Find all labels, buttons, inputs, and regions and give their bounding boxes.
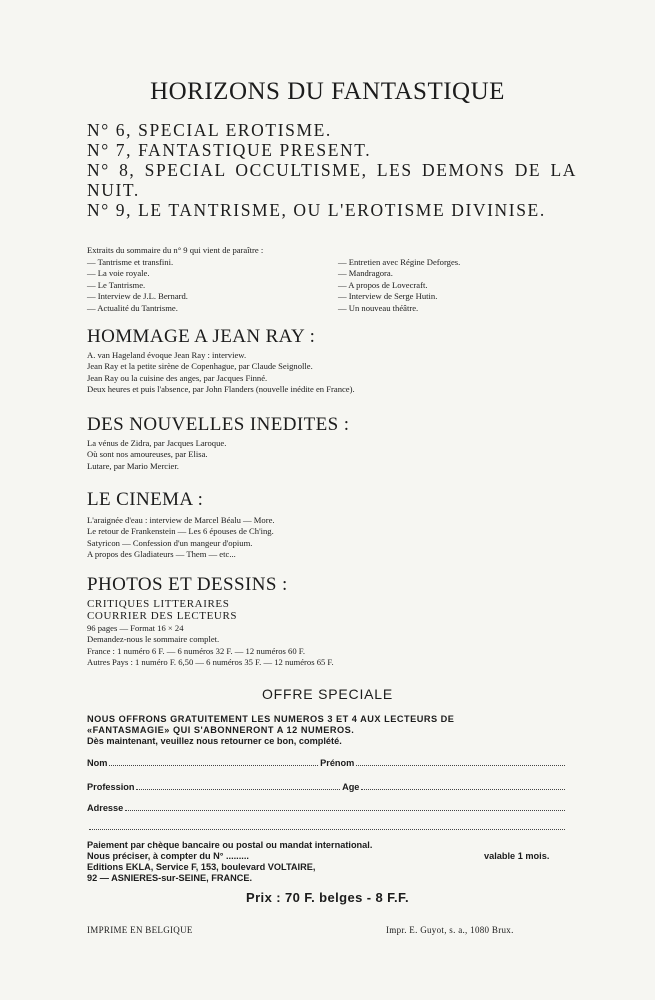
subheading-courrier: COURRIER DES LECTEURS [87, 610, 238, 622]
list-item: — Tantrisme et transfini. [87, 257, 174, 267]
list-item: Où sont nos amoureuses, par Elisa. [87, 449, 208, 460]
payment-line-2: Nous préciser, à compter du N° ......... [87, 851, 249, 861]
nouvelles-list [87, 438, 226, 472]
adresse-label: Adresse [87, 803, 124, 813]
summary-intro: Extraits du sommaire du n° 9 qui vient de paraître : [87, 245, 264, 255]
photos-subheadings [87, 598, 237, 622]
subheading-critiques: CRITIQUES LITTERAIRES [87, 598, 230, 610]
footer-printed-in: IMPRIME EN BELGIQUE [87, 925, 193, 935]
form-row-address-2 [87, 818, 567, 832]
summary-left-list [87, 257, 188, 314]
prenom-label: Prénom [320, 758, 355, 768]
list-item: Jean Ray et la petite sirène de Copenhague, par Claude Seignolle. [87, 361, 313, 372]
list-item: — Interview de J.L. Bernard. [87, 291, 188, 302]
list-item: Deux heures et puis l'absence, par John Flanders (nouvelle inédite en France). [87, 384, 355, 395]
section-heading-cinema: LE CINEMA : [87, 489, 204, 510]
profession-field [136, 789, 340, 790]
list-item: — Le Tantrisme. [87, 279, 146, 290]
issue-7: N° 7, FANTASTIQUE PRESENT. [87, 140, 372, 160]
offer-line-1: NOUS OFFRONS GRATUITEMENT LES NUMEROS 3 ET 4 AUX LECTEURS DE [87, 714, 455, 724]
list-item: — Mandragora. [338, 268, 393, 279]
list-item: Autres Pays : 1 numéro F. 6,50 — 6 numéros 35 F. — 12 numéros 65 F. [87, 657, 334, 668]
offer-line-3: Dès maintenant, veuillez nous retourner ce bon, complété. [87, 736, 342, 746]
list-item: A propos des Gladiateurs — Them — etc... [87, 549, 236, 560]
list-item: — Entretien avec Régine Deforges. [338, 257, 461, 267]
payment-line-3: Editions EKLA, Service F, 153, boulevard VOLTAIRE, [87, 862, 316, 872]
adresse-field-2 [89, 829, 565, 830]
section-heading-photos: PHOTOS ET DESSINS : [87, 574, 288, 595]
list-item: — A propos de Lovecraft. [338, 279, 428, 290]
list-item: 96 pages — Format 16 × 24 [87, 623, 184, 633]
nom-label: Nom [87, 758, 108, 768]
nom-field [109, 765, 318, 766]
section-heading-hommage: HOMMAGE A JEAN RAY : [87, 326, 316, 347]
list-item: Demandez-nous le sommaire complet. [87, 634, 220, 645]
list-item: Satyricon — Confession d'un mangeur d'opium. [87, 537, 253, 548]
cinema-list [87, 515, 275, 561]
form-row-address [87, 799, 567, 813]
adresse-field [125, 810, 565, 811]
list-item: — Un nouveau théâtre. [338, 302, 419, 313]
photos-list [87, 623, 334, 669]
list-item: — La voie royale. [87, 268, 150, 279]
issue-9: N° 9, LE TANTRISME, OU L'EROTISME DIVINISE. [87, 200, 546, 220]
issue-8: N° 8, SPECIAL OCCULTISME, LES DEMONS DE LA NUIT. [87, 160, 577, 200]
list-item: L'araignée d'eau : interview de Marcel Béalu — More. [87, 515, 275, 525]
offer-line-2: «FANTASMAGIE» QUI S'ABONNERONT A 12 NUMEROS. [87, 725, 355, 735]
list-item: Le retour de Frankenstein — Les 6 épouses de Ch'ing. [87, 526, 274, 537]
age-field [361, 789, 565, 790]
section-heading-nouvelles: DES NOUVELLES INEDITES : [87, 414, 350, 435]
prenom-field [356, 765, 565, 766]
list-item: Lutare, par Mario Mercier. [87, 460, 179, 471]
list-item: La vénus de Zidra, par Jacques Laroque. [87, 438, 227, 448]
footer-printer: Impr. E. Guyot, s. a., 1080 Brux. [386, 925, 514, 935]
list-item: — Interview de Serge Hutin. [338, 291, 438, 302]
list-item: Jean Ray ou la cuisine des anges, par Jacques Finné. [87, 372, 268, 383]
summary-right-list [338, 257, 460, 314]
list-item: — Actualité du Tantrisme. [87, 302, 178, 313]
payment-validity: valable 1 mois. [484, 851, 550, 861]
issue-6: N° 6, SPECIAL EROTISME. [87, 120, 332, 140]
price: Prix : 70 F. belges - 8 F.F. [246, 890, 409, 905]
page-title: HORIZONS DU FANTASTIQUE [150, 78, 505, 105]
payment-line-1: Paiement par chèque bancaire ou postal ou mandat international. [87, 840, 373, 850]
profession-label: Profession [87, 782, 135, 792]
form-row-profession [87, 778, 567, 792]
hommage-list [87, 350, 355, 396]
payment-line-4: 92 — ASNIERES-sur-SEINE, FRANCE. [87, 873, 253, 883]
list-item: France : 1 numéro 6 F. — 6 numéros 32 F. — 12 numéros 60 F. [87, 645, 306, 656]
form-row-name [87, 754, 567, 768]
offer-heading: OFFRE SPECIALE [261, 686, 393, 702]
list-item: A. van Hageland évoque Jean Ray : interview. [87, 350, 247, 360]
age-label: Age [342, 782, 360, 792]
